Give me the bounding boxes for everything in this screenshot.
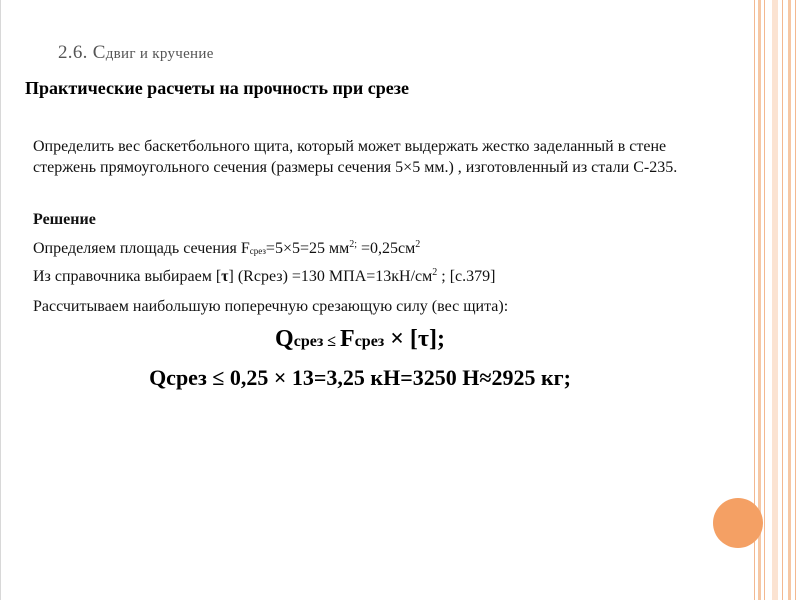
shear-result: Qсрез ≤ 0,25 × 13=3,25 кН=3250 Н≈2925 кг;	[149, 365, 571, 390]
shear-formula: Qсрез ≤ Fсрез × [τ];	[275, 326, 445, 352]
reference-value: Из справочника выбираем [τ] (Rсрез) =130 $МПА=13кН/см^2$ ; [с.379]	[33, 267, 496, 285]
section-title: 2.6. Сдвиг и кручение	[58, 42, 214, 63]
force-statement: Рассчитываем наибольшую поперечную срезающую силу (вес щита):	[33, 298, 509, 315]
slide-subtitle: Практические расчеты на прочность при срезе	[25, 78, 409, 98]
decorative-circle	[713, 498, 763, 548]
solution-label: Решение	[33, 211, 96, 228]
area-calculation: Определяем площадь сечения $F_{срез}=5\times 5=25$ $мм^{2;} =0,25см^2$	[33, 239, 421, 257]
problem-statement: Определить вес баскетбольного щита, который может выдержать жестко заделанный в стене стержень прямоугольного сечения (размеры сечения 5×5 мм.) , изготовленный из стали С-235.	[33, 138, 678, 176]
